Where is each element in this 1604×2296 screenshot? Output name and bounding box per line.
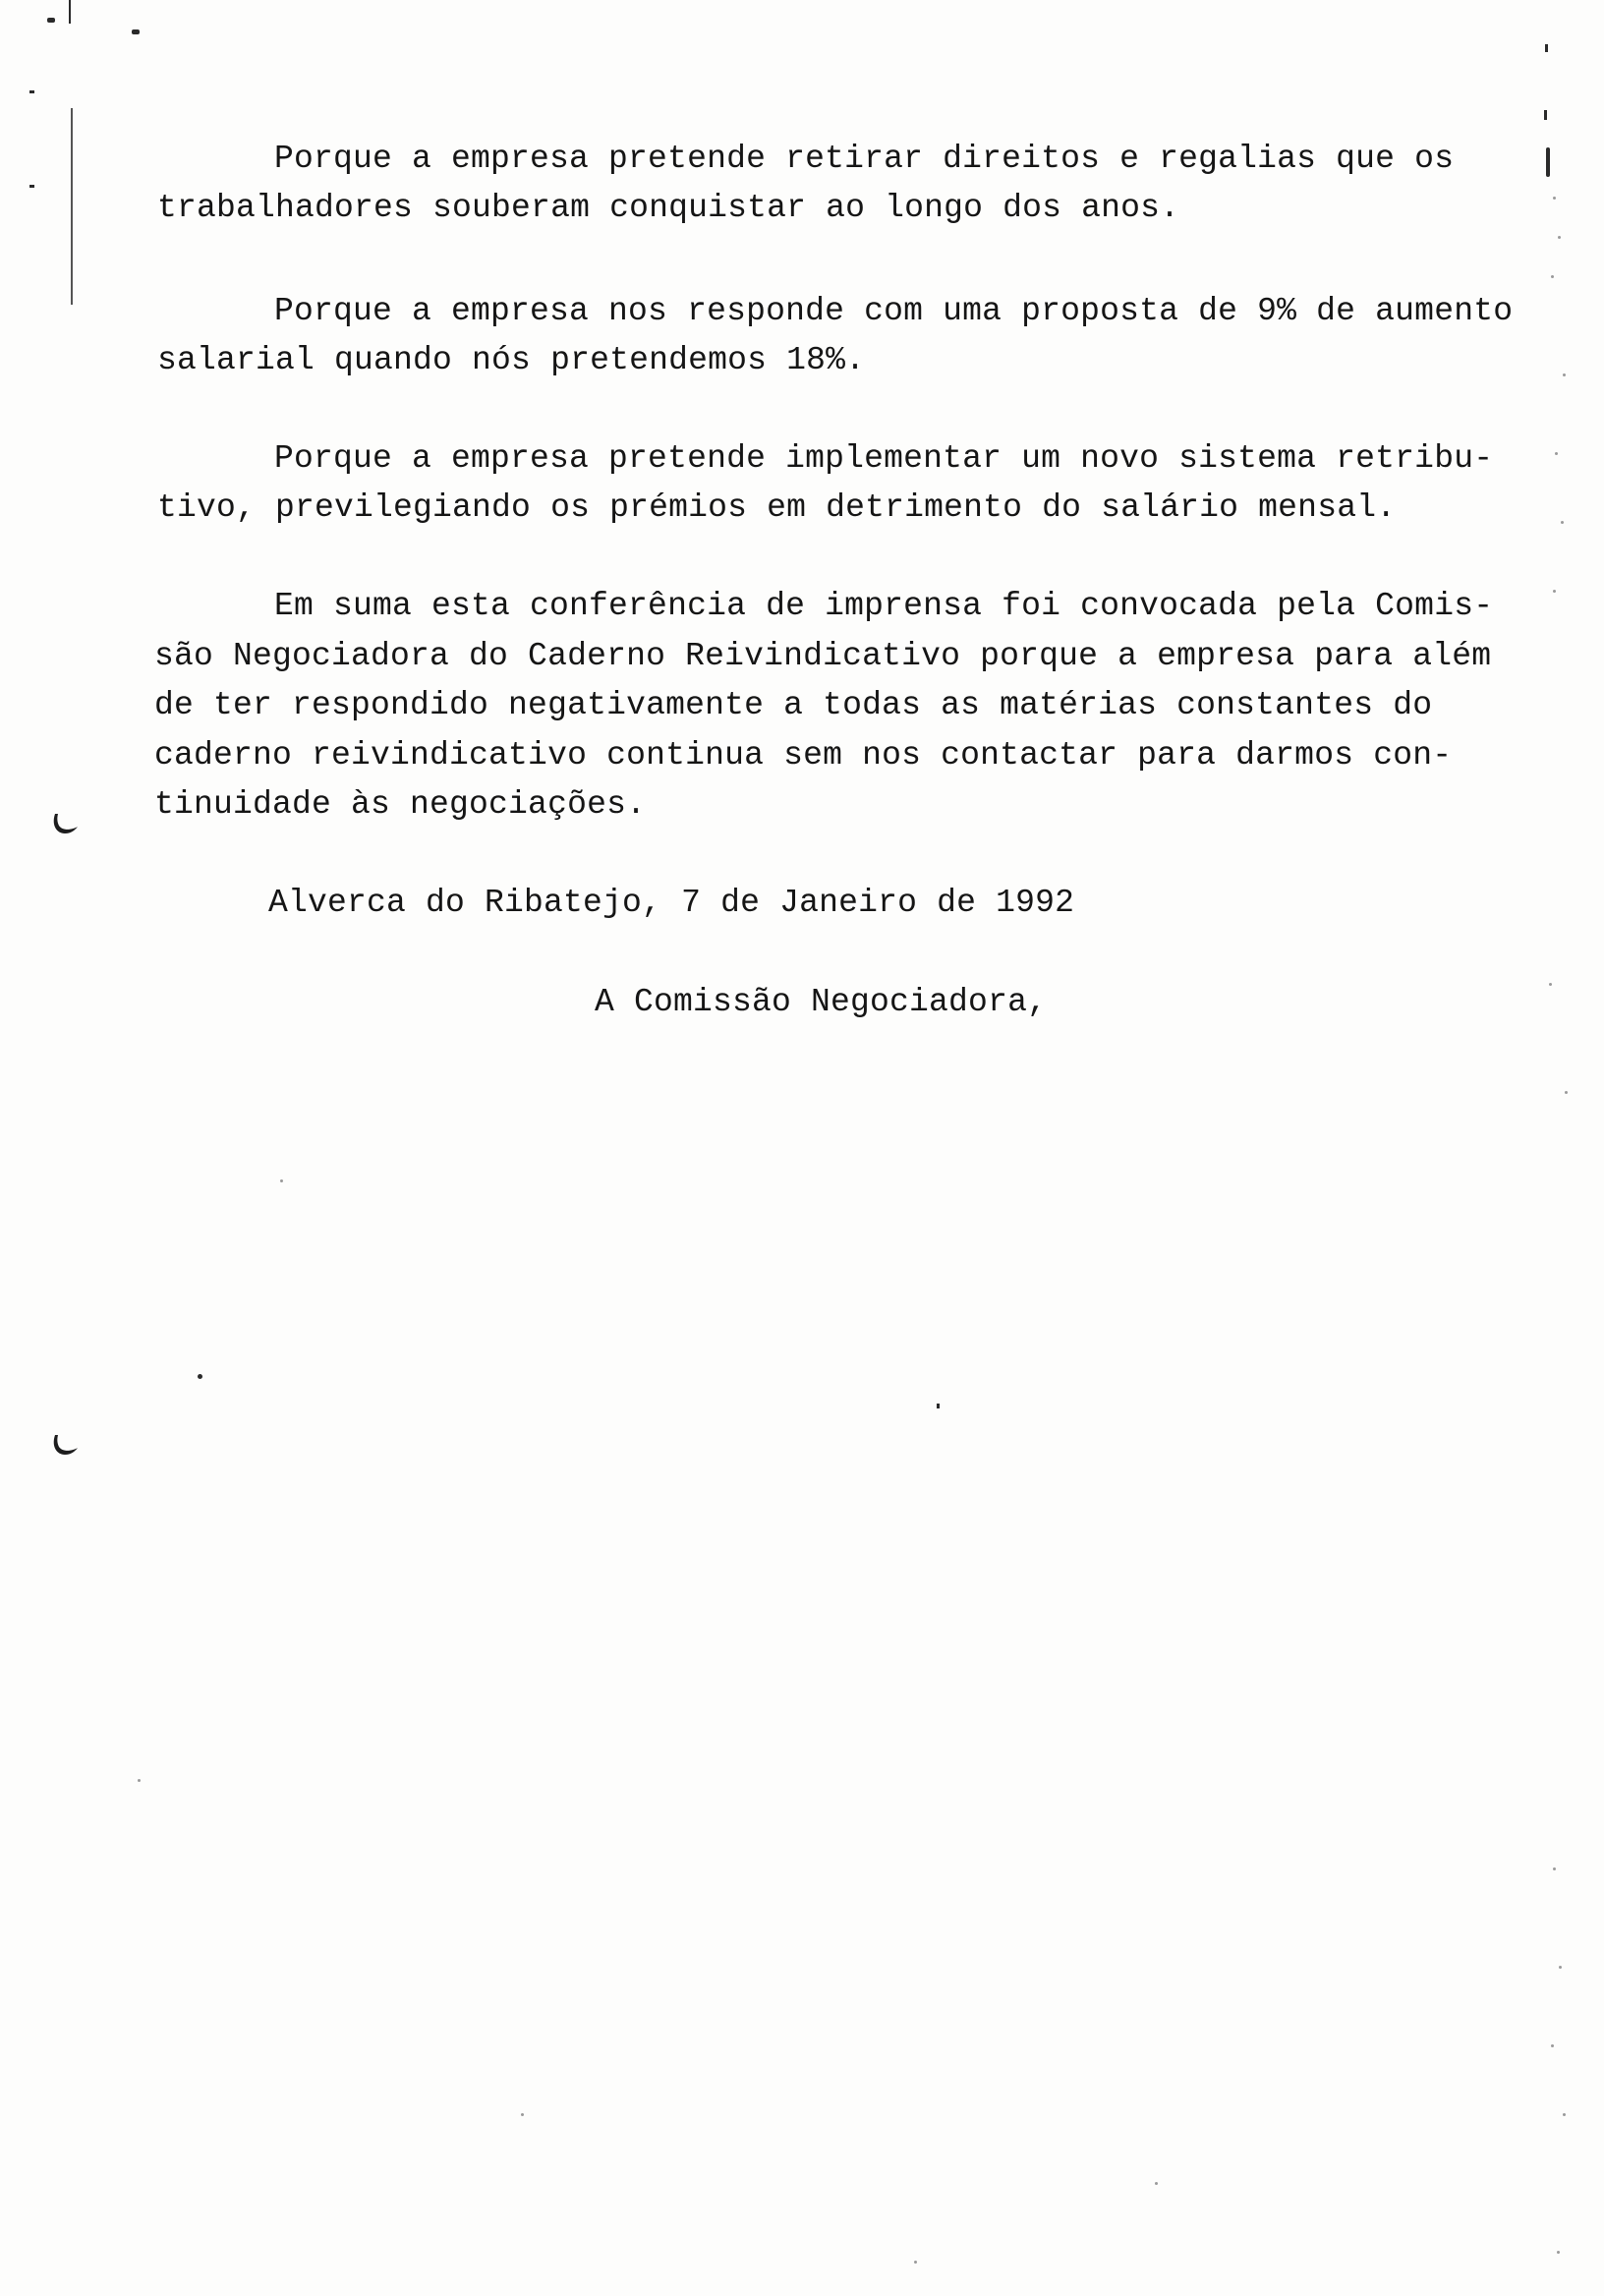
scan-speck: [1551, 275, 1554, 278]
scan-speck: [1561, 521, 1564, 524]
scan-speck: [280, 1179, 283, 1182]
scan-speck: [1155, 2182, 1158, 2185]
scan-speck: [47, 18, 55, 23]
punch-hole-mark: [49, 812, 79, 837]
scan-speck: [1553, 197, 1556, 200]
scan-speck: [1555, 452, 1558, 455]
scan-speck: [1544, 110, 1547, 120]
signature-line: A Comissão Negociadora,: [595, 984, 1048, 1020]
paragraph-2-line-2: salarial quando nós pretendemos 18%.: [157, 342, 866, 378]
paragraph-4-line-1: Em suma esta conferência de imprensa foi convocada pela Comis-: [274, 588, 1494, 624]
scan-speck: [914, 2261, 917, 2264]
scan-speck: [521, 2113, 524, 2116]
place-date: Alverca do Ribatejo, 7 de Janeiro de 1992: [268, 885, 1075, 921]
scan-speck: [1551, 2044, 1554, 2047]
paragraph-4-line-2: são Negociadora do Caderno Reivindicativo porque a empresa para além: [154, 638, 1492, 674]
paragraph-2-line-1: Porque a empresa nos responde com uma proposta de 9% de aumento: [274, 293, 1514, 329]
scan-speck: [1553, 1867, 1556, 1870]
scan-speck: [29, 185, 34, 188]
punch-hole-mark: [49, 1433, 79, 1459]
scan-speck: [132, 29, 140, 34]
paragraph-3-line-2: tivo, previlegiando os prémios em detrimento do salário mensal.: [157, 489, 1397, 526]
paragraph-4-line-4: caderno reivindicativo continua sem nos contactar para darmos con-: [154, 737, 1453, 774]
scan-speck: [1545, 44, 1548, 52]
scan-edge-line: [71, 108, 73, 305]
scan-edge-mark: [69, 0, 71, 24]
scan-speck: [1546, 147, 1550, 177]
scan-speck: [29, 90, 34, 93]
scan-speck: [138, 1779, 141, 1782]
scan-speck: [1565, 1091, 1568, 1094]
scan-speck: [1559, 1966, 1562, 1969]
scan-speck: [1563, 373, 1566, 376]
paragraph-1-line-2: trabalhadores souberam conquistar ao longo dos anos.: [157, 190, 1180, 226]
paragraph-3-line-1: Porque a empresa pretende implementar um novo sistema retribu-: [274, 440, 1494, 477]
scan-speck: [198, 1374, 202, 1379]
paragraph-1-line-1: Porque a empresa pretende retirar direitos e regalias que os: [274, 141, 1455, 177]
scan-speck: [1549, 983, 1552, 986]
scan-speck: [1553, 590, 1556, 593]
paragraph-4-line-5: tinuidade às negociações.: [154, 786, 647, 823]
scan-speck: [937, 1404, 940, 1408]
scan-speck: [1557, 2251, 1560, 2254]
scan-speck: [1558, 236, 1561, 239]
scan-speck: [1563, 2113, 1566, 2116]
paragraph-4-line-3: de ter respondido negativamente a todas as matérias constantes do: [154, 687, 1433, 723]
